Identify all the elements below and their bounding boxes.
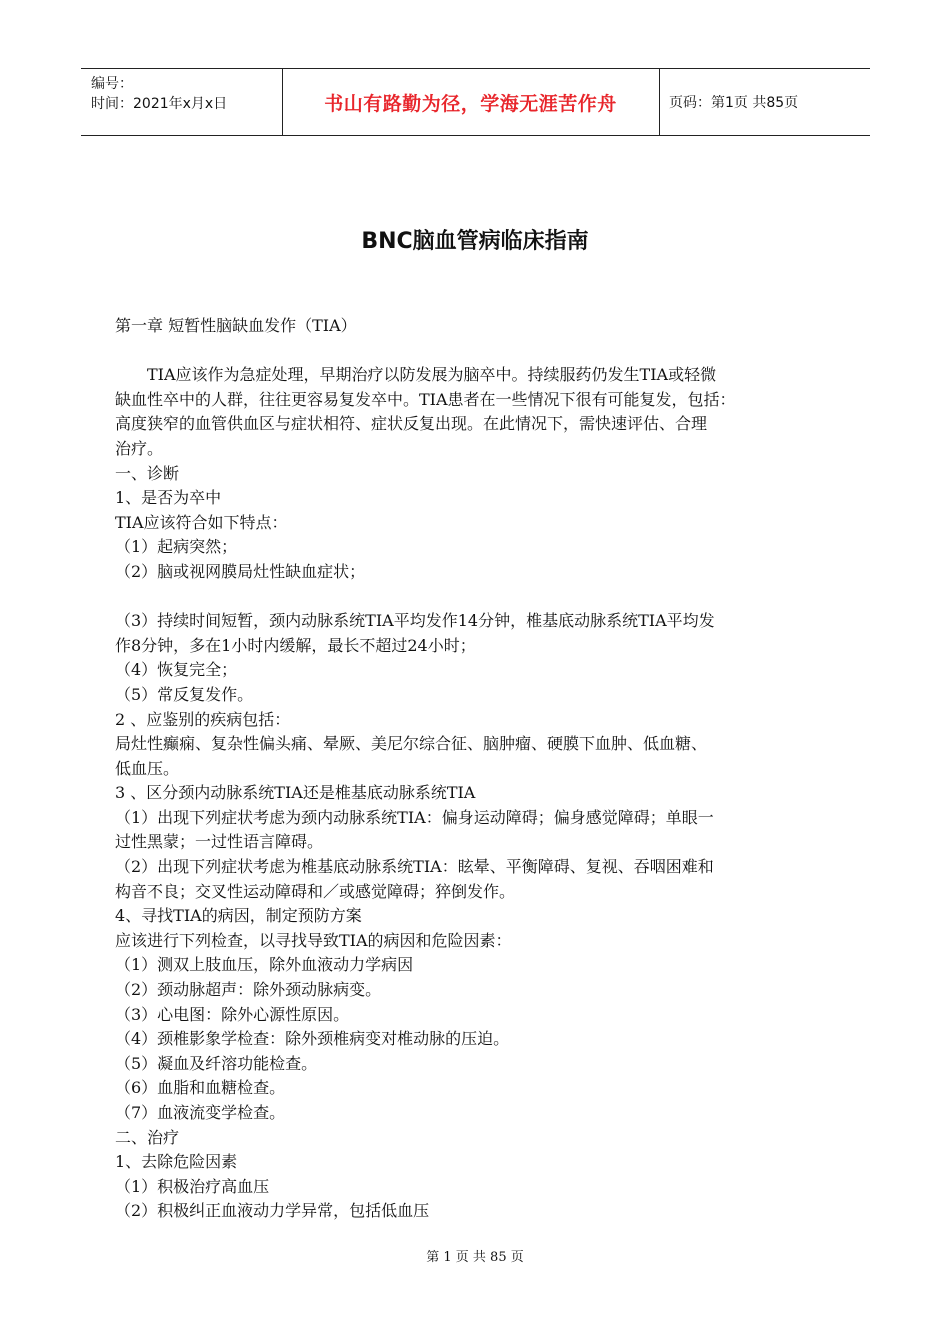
- text-line: （4）颈椎影象学检查：除外颈椎病变对椎动脉的压迫。: [115, 1029, 510, 1049]
- text-line: 1、是否为卒中: [115, 488, 222, 508]
- document-body: [115, 314, 855, 1224]
- spacer: [115, 339, 855, 364]
- spacer: [115, 585, 855, 610]
- text-line: （4）恢复完全；: [115, 660, 238, 680]
- text-line: 应该进行下列检查，以寻找导致TIA的病因和危险因素：: [115, 930, 512, 950]
- header-page-cell: [659, 69, 870, 135]
- text-line: （2）颈动脉超声：除外颈动脉病变。: [115, 980, 382, 1000]
- text-line: （1）测双上肢血压，除外血液动力学病因: [115, 955, 414, 975]
- text-line: （5）凝血及纤溶功能检查。: [115, 1053, 318, 1073]
- intro-paragraph: [115, 363, 855, 461]
- text-line: 高度狭窄的血管供血区与症状相符、症状反复出现。在此情况下，需快速评估、合理: [115, 414, 708, 434]
- text-line: TIA应该作为急症处理，早期治疗以防发展为脑卒中。持续服药仍发生TIA或轻微: [115, 365, 717, 385]
- page-info: 页码：第1页 共85页: [669, 95, 799, 111]
- text-line: 治疗。: [115, 438, 164, 458]
- page-header: [81, 68, 870, 136]
- text-line: 二、治疗: [115, 1127, 180, 1147]
- text-line: 一、诊断: [115, 463, 180, 483]
- text-line: 低血压。: [115, 758, 180, 778]
- text-line: （2）出现下列症状考虑为椎基底动脉系统TIA：眩晕、平衡障碍、复视、吞咽困难和: [115, 857, 714, 877]
- text-line: 1、去除危险因素: [115, 1152, 238, 1172]
- number-label: 编号：: [91, 76, 133, 92]
- header-left-cell: [81, 69, 283, 135]
- text-line: 构音不良；交叉性运动障碍和／或感觉障碍；猝倒发作。: [115, 881, 516, 901]
- text-line: （6）血脂和血糖检查。: [115, 1078, 286, 1098]
- text-line: 2 、应鉴别的疾病包括：: [115, 709, 291, 729]
- text-line: （2）积极纠正血液动力学异常，包括低血压: [115, 1201, 430, 1221]
- text-line: 4、寻找TIA的病因，制定预防方案: [115, 906, 362, 926]
- header-motto-cell: [282, 69, 660, 135]
- motto-text: 书山有路勤为径，学海无涯苦作舟: [324, 92, 617, 115]
- text-line: （3）持续时间短暂，颈内动脉系统TIA平均发作14分钟，椎基底动脉系统TIA平均发: [115, 611, 715, 631]
- section-b: [115, 609, 855, 1224]
- section-a: [115, 462, 855, 585]
- page-footer: 第 1 页 共 85 页: [426, 1250, 524, 1265]
- text-line: 过性黑蒙；一过性语言障碍。: [115, 832, 324, 852]
- text-line: 局灶性癫痫、复杂性偏头痛、晕厥、美尼尔综合征、脑肿瘤、硬膜下血肿、低血糖、: [115, 734, 708, 754]
- text-line: （1）积极治疗高血压: [115, 1176, 270, 1196]
- text-line: （1）起病突然；: [115, 537, 238, 557]
- text-line: （2）脑或视网膜局灶性缺血症状；: [115, 561, 366, 581]
- text-line: （7）血液流变学检查。: [115, 1103, 286, 1122]
- text-line: TIA应该符合如下特点：: [115, 512, 288, 532]
- text-line: （3）心电图：除外心源性原因。: [115, 1004, 350, 1024]
- document-title: BNC脑血管病临床指南: [361, 229, 589, 254]
- text-line: 作8分钟，多在1小时内缓解，最长不超过24小时；: [115, 635, 476, 655]
- text-line: （5）常反复发作。: [115, 684, 254, 704]
- text-line: 缺血性卒中的人群，往往更容易复发卒中。TIA患者在一些情况下很有可能复发，包括：: [115, 389, 736, 409]
- text-line: 3 、区分颈内动脉系统TIA还是椎基底动脉系统TIA: [115, 783, 476, 803]
- chapter-heading: 第一章 短暂性脑缺血发作（TIA）: [115, 316, 357, 335]
- text-line: （1）出现下列症状考虑为颈内动脉系统TIA：偏身运动障碍；偏身感觉障碍；单眼一: [115, 807, 714, 827]
- date-label: 时间：2021年x月x日: [91, 96, 228, 112]
